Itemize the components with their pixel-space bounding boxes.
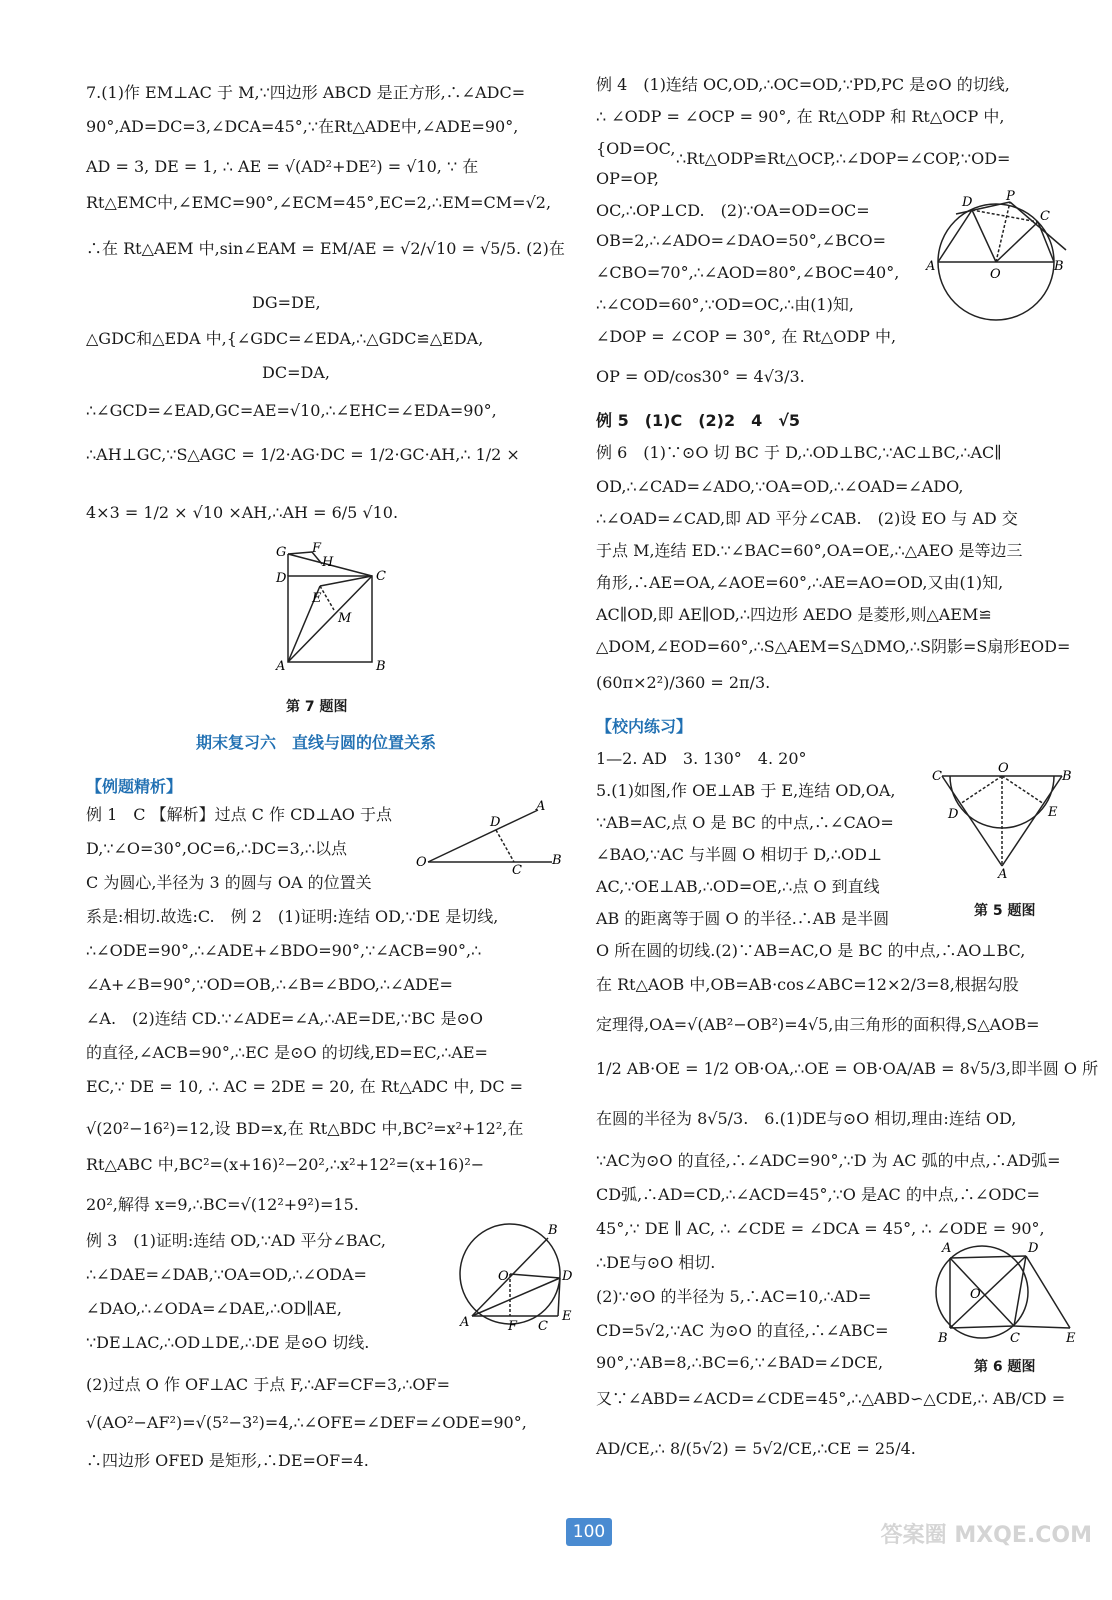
text-line: OC,∴OP⊥CD. (2)∵OA=OD=OC= xyxy=(596,201,870,220)
example-4-diagram xyxy=(926,190,1076,306)
text-line: ∴DE与⊙O 相切. xyxy=(596,1253,716,1272)
svg-text:D: D xyxy=(948,807,959,822)
svg-text:C: C xyxy=(376,569,386,584)
svg-text:B: B xyxy=(938,1331,948,1346)
text-line: 7.(1)作 EM⊥AC 于 M,∵四边形 ABCD 是正方形,∴∠ADC= xyxy=(86,83,526,102)
svg-text:O: O xyxy=(990,267,1001,282)
svg-text:D: D xyxy=(1028,1241,1039,1256)
text-line: 例 3 (1)证明:连结 OD,∵AD 平分∠BAC, xyxy=(86,1231,386,1250)
svg-text:C: C xyxy=(1010,1331,1020,1346)
text-line: 定理得,OA=√(AB²−OB²)=4√5,由三角形的面积得,S△AOB= xyxy=(596,1015,1040,1034)
text-line: 在 Rt△AOB 中,OB=AB·cos∠ABC=12×2/3=8,根据勾股 xyxy=(596,975,1019,994)
text-line: 90°,∵AB=8,∴BC=6,∵∠BAD=∠DCE, xyxy=(596,1353,884,1372)
text-line: ∵AC为⊙O 的直径,∴∠ADC=90°,∵D 为 AC 弧的中点,∴AD弧= xyxy=(596,1151,1061,1170)
text-line: ∴Rt△ODP≌Rt△OCP,∴∠DOP=∠COP,∵OD= xyxy=(676,149,1011,168)
text-line: 90°,AD=DC=3,∠DCA=45°,∵在Rt△ADE中,∠ADE=90°, xyxy=(86,117,519,136)
svg-text:A: A xyxy=(460,1315,470,1330)
svg-text:E: E xyxy=(312,591,322,606)
svg-text:C: C xyxy=(512,863,522,878)
text-line: CD弧,∴AD=CD,∴∠ACD=45°,∵O 是AC 的中点,∴∠ODC= xyxy=(596,1185,1040,1204)
text-line: (2)∵⊙O 的半径为 5,∴AC=10,∴AD= xyxy=(596,1287,872,1306)
text-line: 又∵∠ABD=∠ACD=∠CDE=45°,∴△ABD∽△CDE,∴ AB/CD = xyxy=(596,1389,1066,1408)
svg-text:G: G xyxy=(276,545,287,560)
svg-text:D: D xyxy=(562,1269,573,1284)
text-line: ∵DE⊥AC,∴OD⊥DE,∴DE 是⊙O 切线. xyxy=(86,1333,370,1352)
text-line: ∴∠COD=60°,∵OD=OC,∴由(1)知, xyxy=(596,295,854,314)
text-line: 的直径,∠ACB=90°,∴EC 是⊙O 的切线,ED=EC,∴AE= xyxy=(86,1043,488,1062)
example-3-diagram xyxy=(458,1220,573,1334)
text-line: 1/2 AB·OE = 1/2 OB·OA,∴OE = OB·OA/AB = 8√5/3,即半圆 O 所 xyxy=(596,1059,1099,1078)
text-line: AB 的距离等于圆 O 的半径.∴AB 是半圆 xyxy=(596,909,890,928)
text-line: ∠CBO=70°,∴∠AOD=80°,∠BOC=40°, xyxy=(596,263,900,282)
text-line: √(AO²−AF²)=√(5²−3²)=4,∴∠OFE=∠DEF=∠ODE=90°, xyxy=(86,1413,527,1432)
text-line: ∠DAO,∴∠ODA=∠DAE,∴OD∥AE, xyxy=(86,1299,342,1318)
watermark: 答案圈 MXQE.COM xyxy=(880,1523,1092,1548)
text-line: OP = OD/cos30° = 4√3/3. xyxy=(596,367,805,386)
text-line: ∠BAO,∵AC 与半圆 O 相切于 D,∴OD⊥ xyxy=(596,845,882,864)
text-line: OB=2,∴∠ADO=∠DAO=50°,∠BCO= xyxy=(596,231,887,250)
text-line: ∴在 Rt△AEM 中,sin∠EAM = EM/AE = √2/√10 = √5/5. (2)在 xyxy=(86,239,565,258)
text-line: √(20²−16²)=12,设 BD=x,在 Rt△BDC 中,BC²=x²+12²,在 xyxy=(86,1119,524,1138)
text-line: ∠A. (2)连结 CD.∵∠ADE=∠A,∴AE=DE,∵BC 是⊙O xyxy=(86,1009,483,1028)
figure-5-caption: 第 5 题图 xyxy=(974,903,1036,919)
text-line: OD,∴∠CAD=∠ADO,∵OA=OD,∴∠OAD=∠ADO, xyxy=(596,477,964,496)
text-line: Rt△ABC 中,BC²=(x+16)²−20²,∴x²+12²=(x+16)²− xyxy=(86,1155,485,1174)
section-title: 期末复习六 直线与圆的位置关系 xyxy=(196,733,437,752)
text-line: (60π×2²)/360 = 2π/3. xyxy=(596,673,771,692)
text-line: AD/CE,∴ 8/(5√2) = 5√2/CE,∴CE = 25/4. xyxy=(596,1439,916,1458)
example-1-diagram xyxy=(412,799,562,878)
figure-7-caption: 第 7 题图 xyxy=(286,699,348,715)
text-line: ∴∠DAE=∠DAB,∵OA=OD,∴∠ODA= xyxy=(86,1265,367,1284)
svg-text:O: O xyxy=(498,1269,509,1284)
svg-text:P: P xyxy=(1006,189,1015,204)
subhead-practice: 【校内练习】 xyxy=(596,717,693,736)
text-line: △GDC和△EDA 中,{∠GDC=∠EDA,∴△GDC≌△EDA, xyxy=(86,329,484,348)
text-line: 1—2. AD 3. 130° 4. 20° xyxy=(596,749,807,768)
text-line: △DOM,∠EOD=60°,∴S△AEM=S△DMO,∴S阴影=S扇形EOD= xyxy=(596,637,1071,656)
text-line: 在圆的半径为 8√5/3. 6.(1)DE与⊙O 相切,理由:连结 OD, xyxy=(596,1109,1017,1128)
text-line: ∴∠ODE=90°,∴∠ADE+∠BDO=90°,∵∠ACB=90°,∴ xyxy=(86,941,482,960)
text-line: 角形,∴AE=OA,∠AOE=60°,∴AE=AO=OD,又由(1)知, xyxy=(596,573,1004,592)
text-line: AC∥OD,即 AE∥OD,∴四边形 AEDO 是菱形,则△AEM≌ xyxy=(596,605,992,624)
text-line: ∴AH⊥GC,∵S△AGC = 1/2·AG·DC = 1/2·GC·AH,∴ 1/2 × xyxy=(86,445,520,464)
svg-text:A: A xyxy=(926,259,936,274)
text-line: ∴∠OAD=∠CAD,即 AD 平分∠CAB. (2)设 EO 与 AD 交 xyxy=(596,509,1018,528)
svg-text:C: C xyxy=(1040,209,1050,224)
text-line: (2)过点 O 作 OF⊥AC 于点 F,∴AF=CF=3,∴OF= xyxy=(86,1375,451,1394)
text-line: OP=OP, xyxy=(596,169,660,188)
text-line: 例 5 (1)C (2)2 4 √5 xyxy=(596,411,801,430)
svg-text:B: B xyxy=(1062,769,1072,784)
text-line: ∴ ∠ODP = ∠OCP = 90°, 在 Rt△ODP 和 Rt△OCP 中, xyxy=(596,107,1005,126)
svg-text:C: C xyxy=(932,769,942,784)
svg-text:A: A xyxy=(536,799,546,814)
svg-text:B: B xyxy=(1054,259,1064,274)
svg-text:C: C xyxy=(538,1319,548,1334)
text-line: {OD=OC, xyxy=(596,139,676,158)
text-line: AC,∵OE⊥AB,∴OD=OE,∴点 O 到直线 xyxy=(596,877,880,896)
exercise-5-diagram xyxy=(932,761,1072,882)
svg-text:E: E xyxy=(1048,805,1058,820)
svg-text:B: B xyxy=(548,1223,558,1238)
svg-text:D: D xyxy=(962,195,973,210)
text-line: 20²,解得 x=9,∴BC=√(12²+9²)=15. xyxy=(86,1195,359,1214)
svg-text:H: H xyxy=(322,555,334,570)
text-line: 例 1 C 【解析】过点 C 作 CD⊥AO 于点 xyxy=(86,805,392,824)
page-number: 100 xyxy=(566,1518,612,1546)
text-line: 5.(1)如图,作 OE⊥AB 于 E,连结 OD,OA, xyxy=(596,781,896,800)
svg-text:B: B xyxy=(552,853,562,868)
svg-text:A: A xyxy=(998,867,1008,882)
text-line: 45°,∵ DE ∥ AC, ∴ ∠CDE = ∠DCA = 45°, ∴ ∠ODE = 90°, xyxy=(596,1219,1045,1238)
svg-text:D: D xyxy=(490,815,501,830)
text-line: ∵AB=AC,点 O 是 BC 的中点,∴∠CAO= xyxy=(596,813,894,832)
svg-text:O: O xyxy=(416,855,427,870)
text-line: 于点 M,连结 ED.∵∠BAC=60°,OA=OE,∴△AEO 是等边三 xyxy=(596,541,1023,560)
text-line: CD=5√2,∵AC 为⊙O 的直径,∴∠ABC= xyxy=(596,1321,889,1340)
text-line: D,∵∠O=30°,OC=6,∴DC=3,∴以点 xyxy=(86,839,348,858)
text-line: C 为圆心,半径为 3 的圆与 OA 的位置关 xyxy=(86,873,372,892)
svg-text:D: D xyxy=(276,571,287,586)
text-line: 系是:相切.故选:C. 例 2 (1)证明:连结 OD,∵DE 是切线, xyxy=(86,907,499,926)
svg-text:M: M xyxy=(338,611,352,626)
text-line: 例 4 (1)连结 OC,OD,∴OC=OD,∵PD,PC 是⊙O 的切线, xyxy=(596,75,1010,94)
text-line: O 所在圆的切线.(2)∵AB=AC,O 是 BC 的中点,∴AO⊥BC, xyxy=(596,941,1026,960)
text-line: ∴四边形 OFED 是矩形,∴DE=OF=4. xyxy=(86,1451,369,1470)
text-line: 4×3 = 1/2 × √10 ×AH,∴AH = 6/5 √10. xyxy=(86,503,399,522)
figure-7-diagram xyxy=(272,541,402,674)
svg-text:F: F xyxy=(312,541,322,556)
text-line: ∴∠GCD=∠EAD,GC=AE=√10,∴∠EHC=∠EDA=90°, xyxy=(86,401,497,420)
svg-text:E: E xyxy=(1066,1331,1076,1346)
text-line: AD = 3, DE = 1, ∴ AE = √(AD²+DE²) = √10, ∵ 在 xyxy=(86,157,479,176)
figure-6-caption: 第 6 题图 xyxy=(974,1359,1036,1375)
svg-text:O: O xyxy=(970,1287,981,1302)
svg-text:E: E xyxy=(562,1309,572,1324)
svg-text:O: O xyxy=(998,761,1009,776)
svg-text:B: B xyxy=(376,659,386,674)
text-line: ∠DOP = ∠COP = 30°, 在 Rt△ODP 中, xyxy=(596,327,897,346)
exercise-6-diagram xyxy=(930,1236,1076,1346)
svg-text:A: A xyxy=(276,659,286,674)
text-line: DC=DA, xyxy=(262,363,330,382)
svg-text:A: A xyxy=(942,1241,952,1256)
text-line: EC,∵ DE = 10, ∴ AC = 2DE = 20, 在 Rt△ADC 中, DC = xyxy=(86,1077,524,1096)
subhead-examples: 【例题精析】 xyxy=(86,777,183,796)
svg-text:F: F xyxy=(508,1319,518,1334)
text-line: Rt△EMC中,∠EMC=90°,∠ECM=45°,EC=2,∴EM=CM=√2, xyxy=(86,193,552,212)
text-line: 例 6 (1)∵⊙O 切 BC 于 D,∴OD⊥BC,∵AC⊥BC,∴AC∥ xyxy=(596,443,1002,462)
text-line: ∠A+∠B=90°,∵OD=OB,∴∠B=∠BDO,∴∠ADE= xyxy=(86,975,453,994)
text-line: DG=DE, xyxy=(252,293,321,312)
